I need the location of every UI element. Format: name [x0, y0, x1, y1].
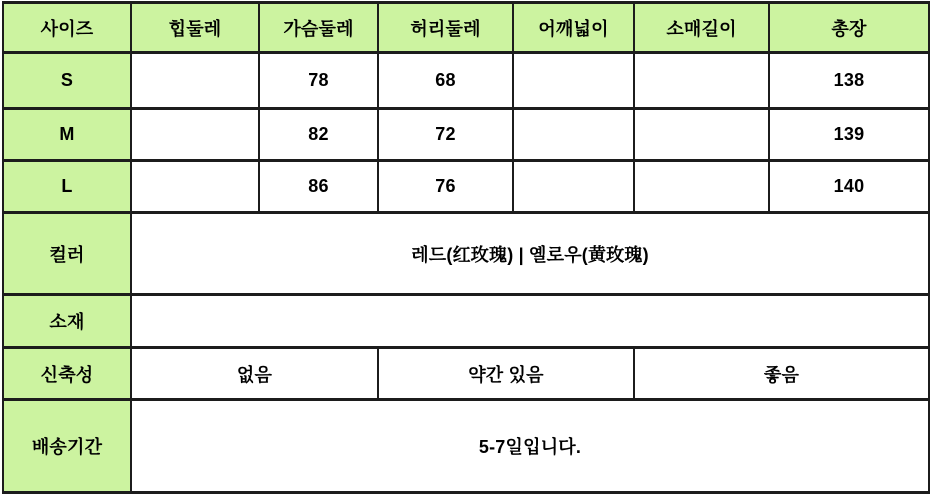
chest-value: 86 [259, 161, 378, 213]
hip-value [131, 53, 259, 109]
shipping-value: 5-7일입니다. [131, 400, 929, 493]
material-value [131, 295, 929, 348]
waist-value: 72 [378, 109, 513, 161]
sleeve-value [634, 53, 769, 109]
size-row-s [3, 53, 929, 109]
header-cell-waist: 허리둘레 [378, 3, 513, 53]
shoulder-value [513, 109, 634, 161]
sleeve-value [634, 161, 769, 213]
header-cell-chest: 가슴둘레 [259, 3, 378, 53]
shipping-label: 배송기간 [3, 400, 131, 493]
material-label: 소재 [3, 295, 131, 348]
waist-value: 68 [378, 53, 513, 109]
waist-value: 76 [378, 161, 513, 213]
size-label: L [3, 161, 131, 213]
sleeve-value [634, 109, 769, 161]
hip-value [131, 161, 259, 213]
length-value: 139 [769, 109, 929, 161]
chest-value: 78 [259, 53, 378, 109]
header-cell-length: 총장 [769, 3, 929, 53]
hip-value [131, 109, 259, 161]
chest-value: 82 [259, 109, 378, 161]
stretch-row [3, 348, 929, 400]
stretch-option-good: 좋음 [634, 348, 929, 400]
shoulder-value [513, 161, 634, 213]
size-label: S [3, 53, 131, 109]
shoulder-value [513, 53, 634, 109]
header-cell-shoulder: 어깨넓이 [513, 3, 634, 53]
size-label: M [3, 109, 131, 161]
shipping-row [3, 400, 929, 493]
stretch-label: 신축성 [3, 348, 131, 400]
length-value: 140 [769, 161, 929, 213]
color-value: 레드(红玫瑰) | 옐로우(黄玫瑰) [131, 213, 929, 295]
size-spec-table [2, 1, 930, 494]
size-row-m [3, 109, 929, 161]
header-cell-hip: 힙둘레 [131, 3, 259, 53]
length-value: 138 [769, 53, 929, 109]
color-label: 컬러 [3, 213, 131, 295]
stretch-option-none: 없음 [131, 348, 378, 400]
header-cell-size: 사이즈 [3, 3, 131, 53]
size-row-l [3, 161, 929, 213]
stretch-option-slight: 약간 있음 [378, 348, 634, 400]
material-row [3, 295, 929, 348]
header-cell-sleeve: 소매길이 [634, 3, 769, 53]
color-row [3, 213, 929, 295]
header-row [3, 3, 929, 53]
